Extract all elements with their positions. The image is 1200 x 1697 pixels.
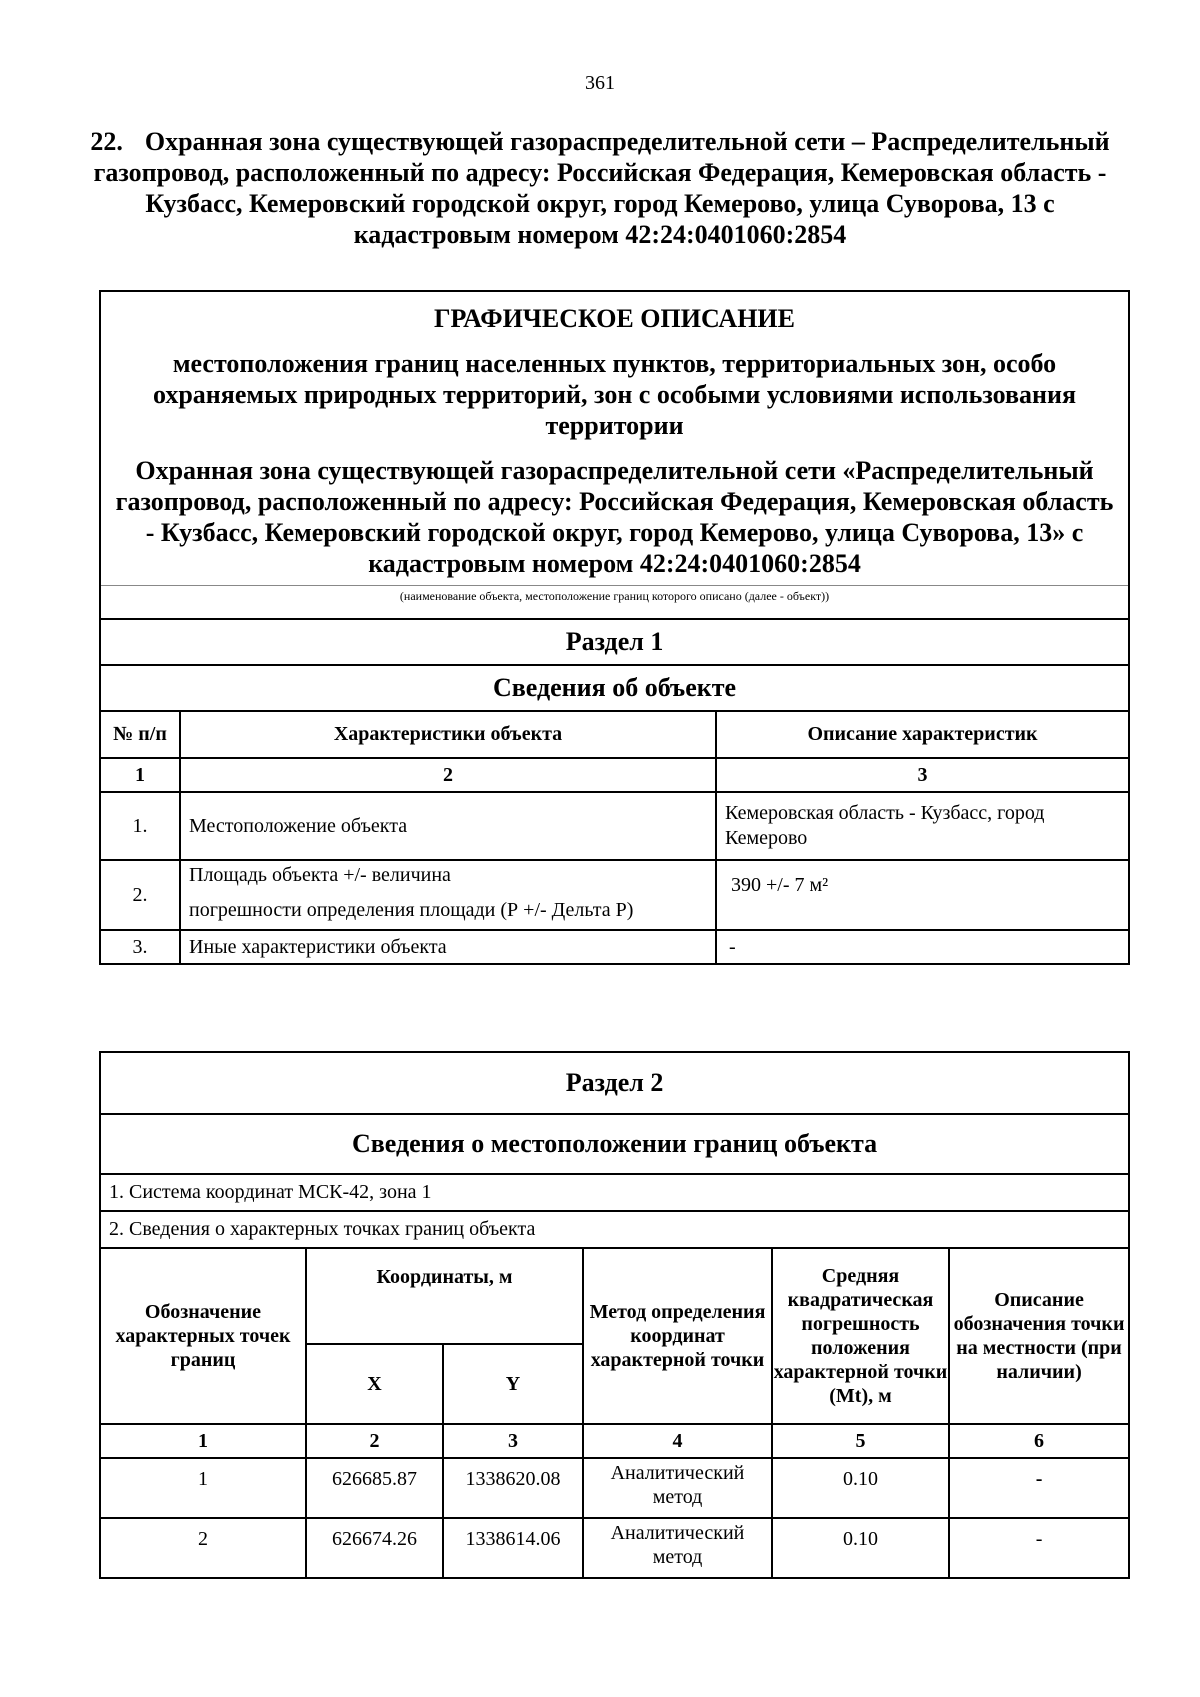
table-row	[100, 1518, 1129, 1578]
row-characteristic: Иные характеристики объекта	[180, 930, 716, 964]
table-row	[100, 792, 1129, 860]
section2-title: Раздел 2	[100, 1052, 1129, 1114]
col-header-method: Метод определения координат характерной точки	[583, 1248, 772, 1424]
point-method: Аналитический метод	[583, 1518, 772, 1578]
description-subtitle: местоположения границ населенных пунктов, территориальных зон, особо охраняемых природных территорий, зон с особыми условиями использования территории	[152, 349, 1077, 440]
column-number-row	[100, 758, 1129, 792]
section2-table	[99, 1051, 1130, 1579]
section1-title: Раздел 1	[100, 619, 1129, 665]
row-characteristic-line2: погрешности определения площади (Р +/- Дельта Р)	[189, 899, 634, 921]
row-number: 2.	[100, 860, 180, 930]
col-header-y: Y	[443, 1344, 583, 1424]
column-number: 3	[716, 758, 1129, 792]
column-number: 3	[443, 1424, 583, 1458]
col-header-description: Описание характеристик	[716, 711, 1129, 758]
row-value: Кемеровская область - Кузбасс, город Кемерово	[716, 792, 1129, 860]
point-id: 2	[100, 1518, 306, 1578]
point-x: 626685.87	[306, 1458, 443, 1518]
col-header-coordinates: Координаты, м	[306, 1248, 583, 1344]
table-row	[100, 860, 1129, 930]
column-number: 1	[100, 758, 180, 792]
graphic-description-block	[100, 291, 1129, 619]
point-id: 1	[100, 1458, 306, 1518]
row-characteristic	[180, 860, 716, 930]
col-header-x: X	[306, 1344, 443, 1424]
heading-text: Охранная зона существующей газораспределительной сети – Распределительный газопровод, расположенный по адресу: Российская Федерация, Кемеровская область - Кузбасс, Кемеровский городской округ, город Кемерово, улица Суворова, 13 с кадастровым номером 42:24:0401060:2854	[93, 127, 1110, 249]
column-number: 6	[949, 1424, 1129, 1458]
col-header-characteristic: Характеристики объекта	[180, 711, 716, 758]
column-number: 1	[100, 1424, 306, 1458]
point-description: -	[949, 1518, 1129, 1578]
coordinate-system: 1. Система координат МСК-42, зона 1	[100, 1174, 1129, 1211]
heading-number: 22.	[90, 127, 123, 156]
row-value: 390 +/- 7 м²	[716, 860, 1129, 930]
column-number: 2	[180, 758, 716, 792]
point-y: 1338620.08	[443, 1458, 583, 1518]
col-header-designation: Обозначение характерных точек границ	[100, 1248, 306, 1424]
point-error: 0.10	[772, 1458, 949, 1518]
point-x: 626674.26	[306, 1518, 443, 1578]
table-row	[100, 930, 1129, 964]
column-number: 4	[583, 1424, 772, 1458]
row-number: 1.	[100, 792, 180, 860]
point-error: 0.10	[772, 1518, 949, 1578]
column-number-row	[100, 1424, 1129, 1458]
description-title: ГРАФИЧЕСКОЕ ОПИСАНИЕ	[434, 304, 795, 333]
section1-table	[99, 290, 1130, 965]
point-description: -	[949, 1458, 1129, 1518]
row-number: 3.	[100, 930, 180, 964]
point-method: Аналитический метод	[583, 1458, 772, 1518]
column-number: 2	[306, 1424, 443, 1458]
col-header-point-description: Описание обозначения точки на местности (при наличии)	[949, 1248, 1129, 1424]
page-number: 361	[585, 72, 615, 94]
points-caption: 2. Сведения о характерных точках границ объекта	[100, 1211, 1129, 1248]
row-characteristic-line1: Площадь объекта +/- величина	[189, 864, 451, 886]
row-characteristic: Местоположение объекта	[180, 792, 716, 860]
table-row	[100, 1458, 1129, 1518]
section1-subtitle: Сведения об объекте	[100, 665, 1129, 711]
document-heading	[90, 126, 1110, 250]
section2-subtitle: Сведения о местоположении границ объекта	[100, 1114, 1129, 1174]
col-header-number: № п/п	[100, 711, 180, 758]
col-header-error: Средняя квадратическая погрешность положения характерной точки (Mt), м	[772, 1248, 949, 1424]
object-name: Охранная зона существующей газораспределительной сети «Распределительный газопровод, расположенный по адресу: Российская Федерация, Кемеровская область - Кузбасс, Кемеровский городской округ, город Кемерово, улица Суворова, 13» с кадастровым номером 42:24:0401060:2854	[115, 456, 1114, 578]
column-number: 5	[772, 1424, 949, 1458]
object-name-note: (наименование объекта, местоположение границ которого описано (далее - объект))	[101, 585, 1128, 618]
row-value: -	[716, 930, 1129, 964]
point-y: 1338614.06	[443, 1518, 583, 1578]
